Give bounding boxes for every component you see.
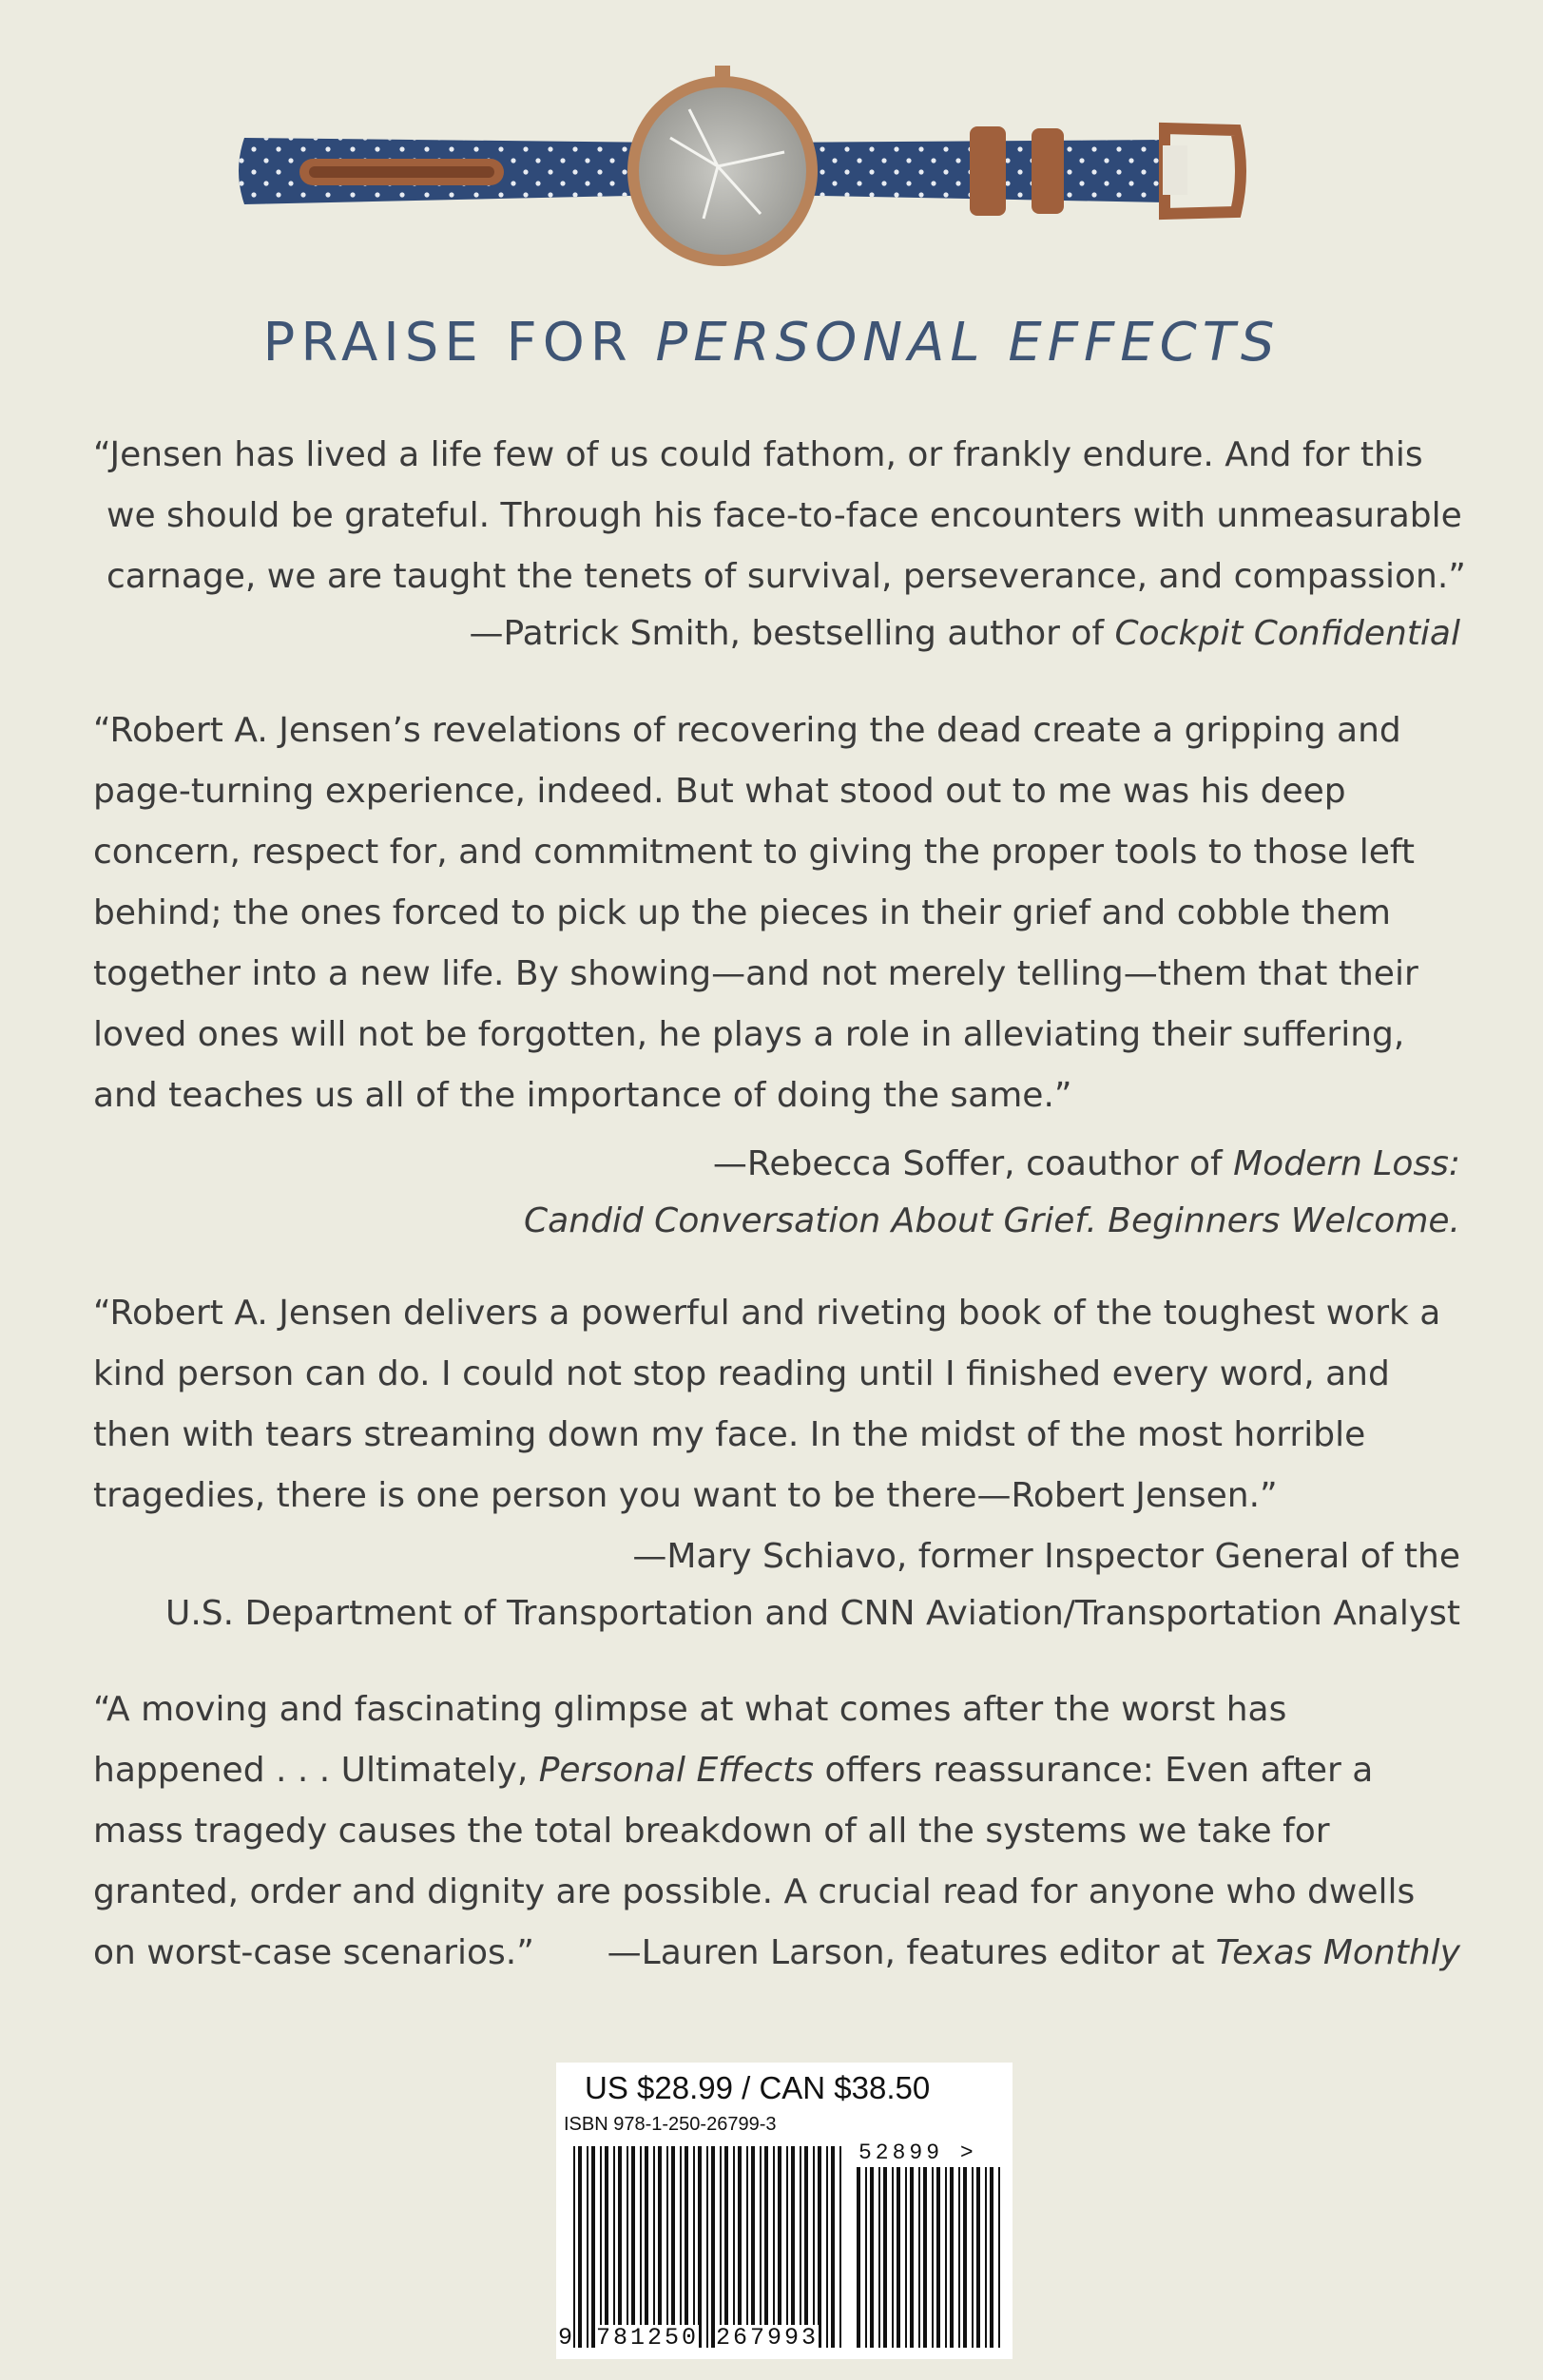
quote-3-attribution-line-1: —Mary Schiavo, former Inspector General of the	[632, 1537, 1460, 1576]
barcode-bar	[764, 2146, 768, 2348]
barcode-bar	[945, 2167, 947, 2348]
barcode-box	[556, 2063, 1013, 2359]
barcode-bar	[818, 2146, 821, 2348]
barcode-bar	[724, 2146, 728, 2348]
barcode-bar	[892, 2167, 894, 2348]
barcode-bar	[698, 2146, 702, 2348]
quote-1-attribution-work: Cockpit Confidential	[1114, 614, 1460, 653]
barcode-bar	[618, 2146, 622, 2348]
barcode-bar	[720, 2146, 722, 2348]
barcode-bar	[653, 2146, 655, 2348]
quote-1: “Jensen has lived a life few of us could fathom, or frankly endure. And for this we should be grateful. Through his face-to-face encounters with unmeasurable carnage, we are taught the tenets of survival, perseverance, and compassion.”	[93, 435, 1466, 596]
barcode-bar	[800, 2146, 801, 2348]
barcode-bar	[631, 2146, 635, 2348]
barcode-bar	[658, 2146, 662, 2348]
barcode-bar	[587, 2146, 588, 2348]
quote-4-text-1: “A moving and fascinating glimpse at what comes after the worst has happened . . . Ultimately,	[93, 1690, 1287, 1790]
barcode-digits-left: 781250	[596, 2324, 700, 2351]
barcode-bar	[918, 2167, 920, 2348]
barcode-bar	[878, 2167, 880, 2348]
barcode-bar	[685, 2146, 688, 2348]
barcode-bar	[976, 2167, 980, 2348]
barcode-bar	[998, 2167, 1000, 2348]
barcode-bar	[751, 2146, 755, 2348]
quote-1-attribution	[470, 605, 1460, 662]
barcode-bar	[693, 2146, 695, 2348]
barcode-bar	[910, 2167, 914, 2348]
barcode-bar	[600, 2146, 602, 2348]
barcode-bar	[932, 2167, 934, 2348]
quote-3-attribution	[165, 1528, 1460, 1642]
quote-2-attribution-work-1: Modern Loss:	[1233, 1144, 1460, 1183]
quote-4-text-2: offers reassurance: Even after a mass tragedy causes the total breakdown of all the systems we take for granted, order and dignity are possible. A crucial read for anyone who dwells on worst-case scenarios.”	[93, 1751, 1416, 1972]
quote-1-attribution-prefix: —Patrick Smith, bestselling author of	[469, 614, 1115, 653]
barcode-bar	[645, 2146, 648, 2348]
barcode-bar	[923, 2167, 927, 2348]
barcode-bar	[711, 2146, 715, 2348]
barcode-bar	[958, 2167, 960, 2348]
quote-2: “Robert A. Jensen’s revelations of recovering the dead create a gripping and page-turning experience, indeed. But what stood out to me was his deep concern, respect for, and commitment to giving the proper tools to those left behind; the ones forced to pick up the pieces in their grief and cobble them together into a new life. By showing—and not merely telling—them that their loved ones will not be forgotten, he plays a role in alleviating their suffering, and teaches us all of the importance of doing the same.”	[93, 711, 1418, 1115]
isbn-label: ISBN 978-1-250-26799-3	[564, 2114, 777, 2135]
barcode-bar	[897, 2167, 900, 2348]
barcode-bar	[905, 2167, 907, 2348]
barcode-bar	[773, 2146, 775, 2348]
price-label: US $28.99 / CAN $38.50	[585, 2070, 931, 2105]
barcode-bar	[786, 2146, 788, 2348]
barcode-bar	[627, 2146, 628, 2348]
barcode-bar	[671, 2146, 675, 2348]
barcode-addon-digits: 52899 >	[858, 2140, 977, 2165]
praise-heading-title: PERSONAL EFFECTS	[655, 312, 1281, 374]
wristwatch-image	[223, 52, 1307, 299]
barcode-bar	[883, 2167, 887, 2348]
barcode-bar	[813, 2146, 815, 2348]
barcode-bar	[605, 2146, 608, 2348]
barcode-bar	[760, 2146, 762, 2348]
barcode-bar	[746, 2146, 748, 2348]
barcode-bar	[831, 2146, 835, 2348]
quote-4-attribution	[608, 1925, 1460, 1982]
barcode-bar	[963, 2167, 967, 2348]
barcode-bar	[936, 2167, 940, 2348]
barcode-digit-first: 9	[558, 2324, 573, 2351]
quote-4-work-title: Personal Effects	[538, 1751, 815, 1790]
barcode-bar	[857, 2167, 860, 2348]
barcode-digits-right: 267993	[716, 2324, 820, 2351]
praise-heading	[0, 312, 1543, 374]
barcode-bars	[556, 2063, 1013, 2359]
quote-2-attribution-prefix: —Rebecca Soffer, coauthor of	[712, 1144, 1234, 1183]
barcode-bar	[865, 2167, 867, 2348]
barcode-bar	[791, 2146, 795, 2348]
quote-2-attribution	[524, 1136, 1460, 1250]
barcode-bar	[804, 2146, 808, 2348]
barcode-bar	[666, 2146, 668, 2348]
barcode-bar	[573, 2146, 575, 2348]
barcode-bar	[640, 2146, 642, 2348]
quote-3: “Robert A. Jensen delivers a powerful and riveting book of the toughest work a kind person can do. I could not stop reading until I finished every word, and then with tears streaming down my face. In the midst of the most horrible tragedies, there is one person you want to be there—Robert Jensen.”	[93, 1294, 1441, 1515]
barcode-bar	[680, 2146, 682, 2348]
barcode-bar	[706, 2146, 708, 2348]
praise-heading-prefix: PRAISE FOR	[262, 312, 656, 374]
quote-3-attribution-line-2: U.S. Department of Transportation and CNN Aviation/Transportation Analyst	[164, 1594, 1460, 1633]
quote-4-attribution-work: Texas Monthly	[1215, 1933, 1460, 1972]
quote-2-attribution-work-2: Candid Conversation About Grief. Beginners Welcome.	[524, 1201, 1460, 1240]
barcode-bar	[578, 2146, 582, 2348]
barcode-bar	[738, 2146, 742, 2348]
barcode-bar	[985, 2167, 987, 2348]
barcode-bar	[826, 2146, 828, 2348]
barcode-bar	[950, 2167, 954, 2348]
barcode-bar	[613, 2146, 615, 2348]
barcode-bar	[733, 2146, 735, 2348]
barcode-bar	[778, 2146, 781, 2348]
barcode-bar	[972, 2167, 974, 2348]
quote-4-attribution-prefix: —Lauren Larson, features editor at	[607, 1933, 1216, 1972]
barcode-bar	[990, 2167, 993, 2348]
barcode-bar	[870, 2167, 874, 2348]
barcode-bar	[839, 2146, 841, 2348]
barcode-bar	[591, 2146, 595, 2348]
